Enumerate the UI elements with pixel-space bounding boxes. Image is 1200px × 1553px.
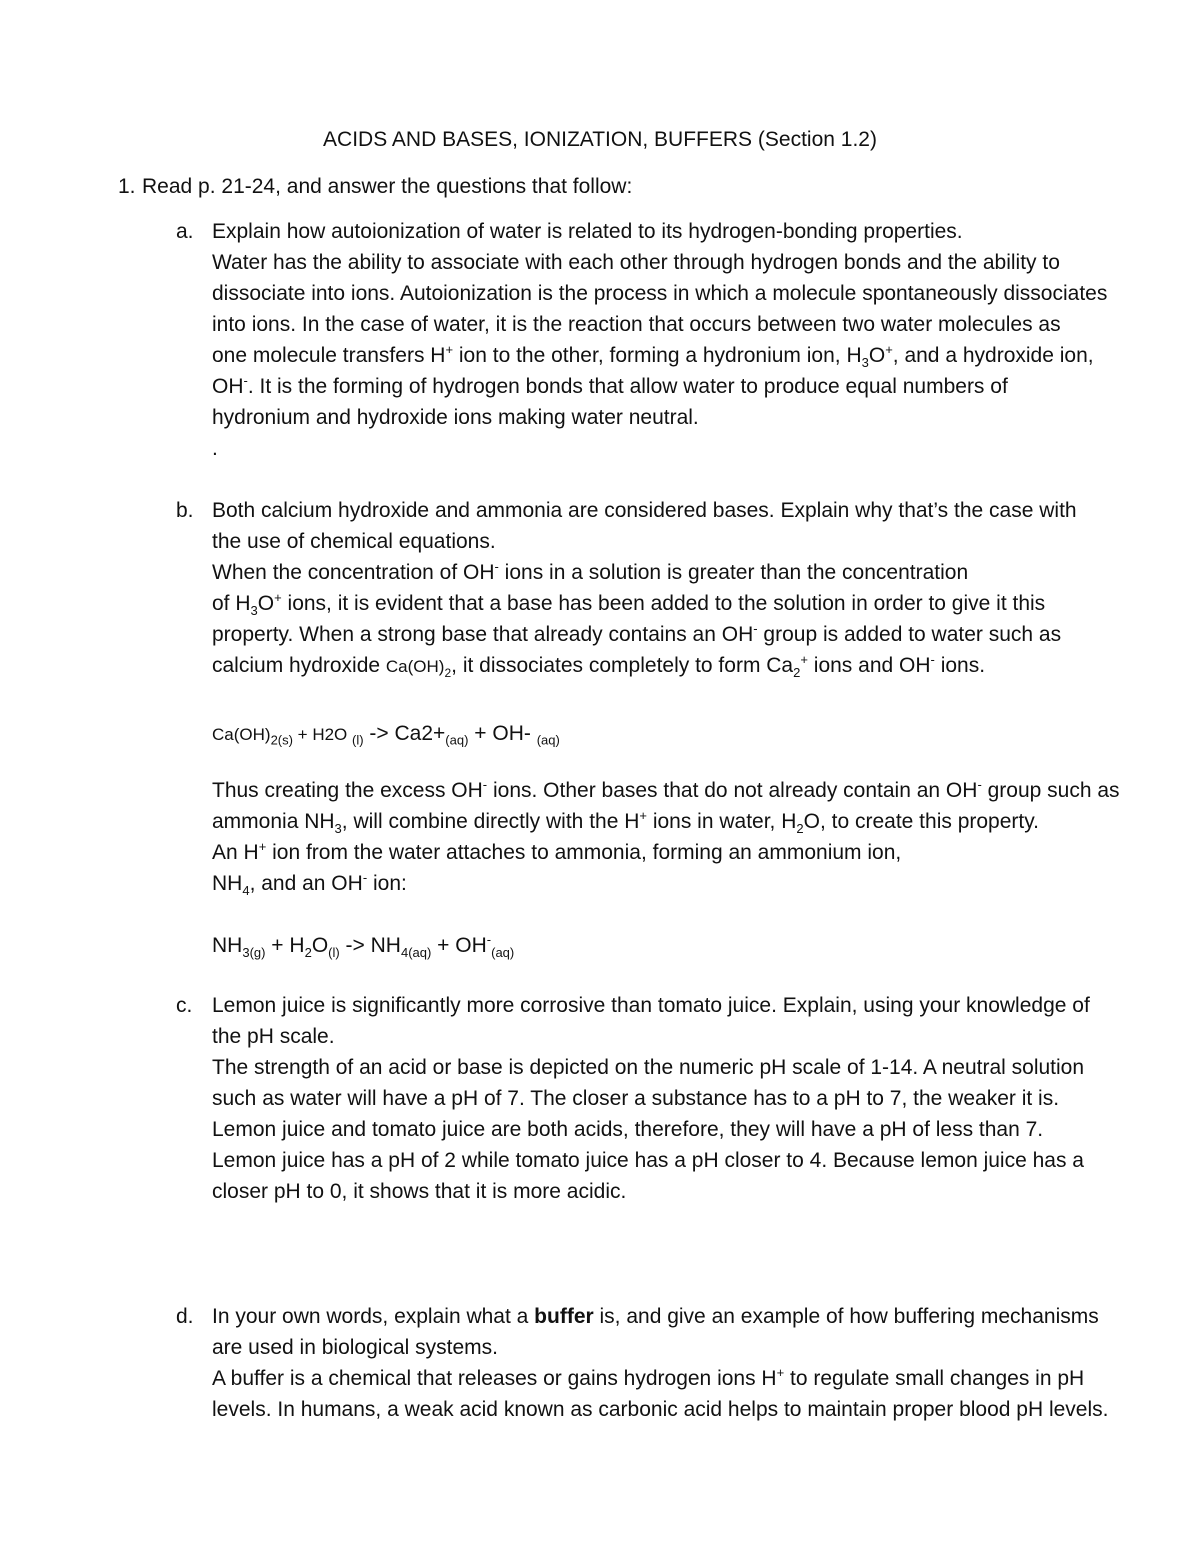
part-d-answer-line: A buffer is a chemical that releases or gains hydrogen ions H+ to regulate small changes in pH bbox=[212, 1365, 1085, 1390]
page-title: ACIDS AND BASES, IONIZATION, BUFFERS (Section 1.2) bbox=[323, 128, 877, 151]
part-b-answer-line: of $H_3O^+$ ions, it is evident that a base has been added to the solution in order to give it this bbox=[212, 590, 1046, 619]
part-a-answer-line: into ions. In the case of water, it is the reaction that occurs between two water molecules as bbox=[212, 313, 1061, 336]
question-text: Read p. 21-24, and answer the questions that follow: bbox=[142, 175, 633, 198]
part-b-question: Both calcium hydroxide and ammonia are considered bases. Explain why that’s the case with bbox=[212, 499, 1077, 522]
part-c-answer-line: The strength of an acid or base is depicted on the numeric pH scale of 1-14. A neutral solution bbox=[212, 1056, 1085, 1079]
part-a-answer-line: one molecule transfers H+ ion to the other, forming a hydronium ion, $H_3O^+$, and a hydroxide ion, bbox=[212, 342, 1094, 371]
part-b-answer-line: $NH_4$, and an OH- ion: bbox=[212, 870, 407, 899]
part-b-answer-line: ammonia $NH_3$, will combine directly with the H+ ions in water, $H_2O$, to create this property. bbox=[212, 808, 1040, 837]
question-number: 1. bbox=[118, 175, 136, 198]
part-a-question: Explain how autoionization of water is related to its hydrogen-bonding properties. bbox=[212, 220, 963, 243]
part-d-answer-line: levels. In humans, a weak acid known as carbonic acid helps to maintain proper blood pH levels. bbox=[212, 1398, 1109, 1421]
part-a-answer-line: OH-. It is the forming of hydrogen bonds that allow water to produce equal numbers of bbox=[212, 373, 1008, 398]
part-c-letter: c. bbox=[176, 994, 193, 1017]
part-a-answer-line: hydronium and hydroxide ions making water neutral. bbox=[212, 406, 699, 429]
part-b-answer-line: When the concentration of OH- ions in a solution is greater than the concentration bbox=[212, 559, 969, 584]
part-c-answer-line: Lemon juice and tomato juice are both acids, therefore, they will have a pH of less than 7. bbox=[212, 1118, 1044, 1141]
stray-dot: . bbox=[212, 437, 218, 460]
part-c-question: the pH scale. bbox=[212, 1025, 335, 1048]
part-b-letter: b. bbox=[176, 499, 194, 522]
part-d-question: are used in biological systems. bbox=[212, 1336, 498, 1359]
part-b-question: the use of chemical equations. bbox=[212, 530, 496, 553]
part-b-answer-line: Thus creating the excess OH- ions. Other bases that do not already contain an OH- group such as bbox=[212, 777, 1120, 802]
part-a-answer-line: Water has the ability to associate with each other through hydrogen bonds and the ability to bbox=[212, 251, 1060, 274]
part-d-letter: d. bbox=[176, 1305, 194, 1328]
part-b-answer-line: calcium hydroxide $Ca(OH)_2$, it dissociates completely to form $Ca_2^+$ ions and OH- ions. bbox=[212, 652, 986, 681]
part-a-letter: a. bbox=[176, 220, 194, 243]
part-b-answer-line: property. When a strong base that already contains an OH- group is added to water such as bbox=[212, 621, 1062, 646]
part-c-answer-line: closer pH to 0, it shows that it is more acidic. bbox=[212, 1180, 627, 1203]
part-d-question: In your own words, explain what a buffer is, and give an example of how buffering mechanisms bbox=[212, 1305, 1099, 1328]
part-a-answer-line: dissociate into ions. Autoionization is the process in which a molecule spontaneously dissociates bbox=[212, 282, 1108, 305]
equation-ammonia: $NH_{3(g)} + H_2O_{(l)} -> NH_{4(aq)} + OH^-_{(aq)}$ bbox=[212, 932, 515, 961]
part-c-question: Lemon juice is significantly more corrosive than tomato juice. Explain, using your knowledge of bbox=[212, 994, 1090, 1017]
part-b-answer-line: An H+ ion from the water attaches to ammonia, forming an ammonium ion, bbox=[212, 839, 902, 864]
buffer-term: buffer bbox=[534, 1305, 594, 1328]
part-c-answer-line: such as water will have a pH of 7. The closer a substance has to a pH to 7, the weaker it is. bbox=[212, 1087, 1060, 1110]
part-c-answer-line: Lemon juice has a pH of 2 while tomato juice has a pH closer to 4. Because lemon juice has a bbox=[212, 1149, 1084, 1172]
equation-calcium-hydroxide: $Ca(OH)_{2(s)} + H2O$ $_{(l)} -> Ca2+_{(aq)} + OH-$ $_{(aq)}$ bbox=[212, 722, 560, 748]
